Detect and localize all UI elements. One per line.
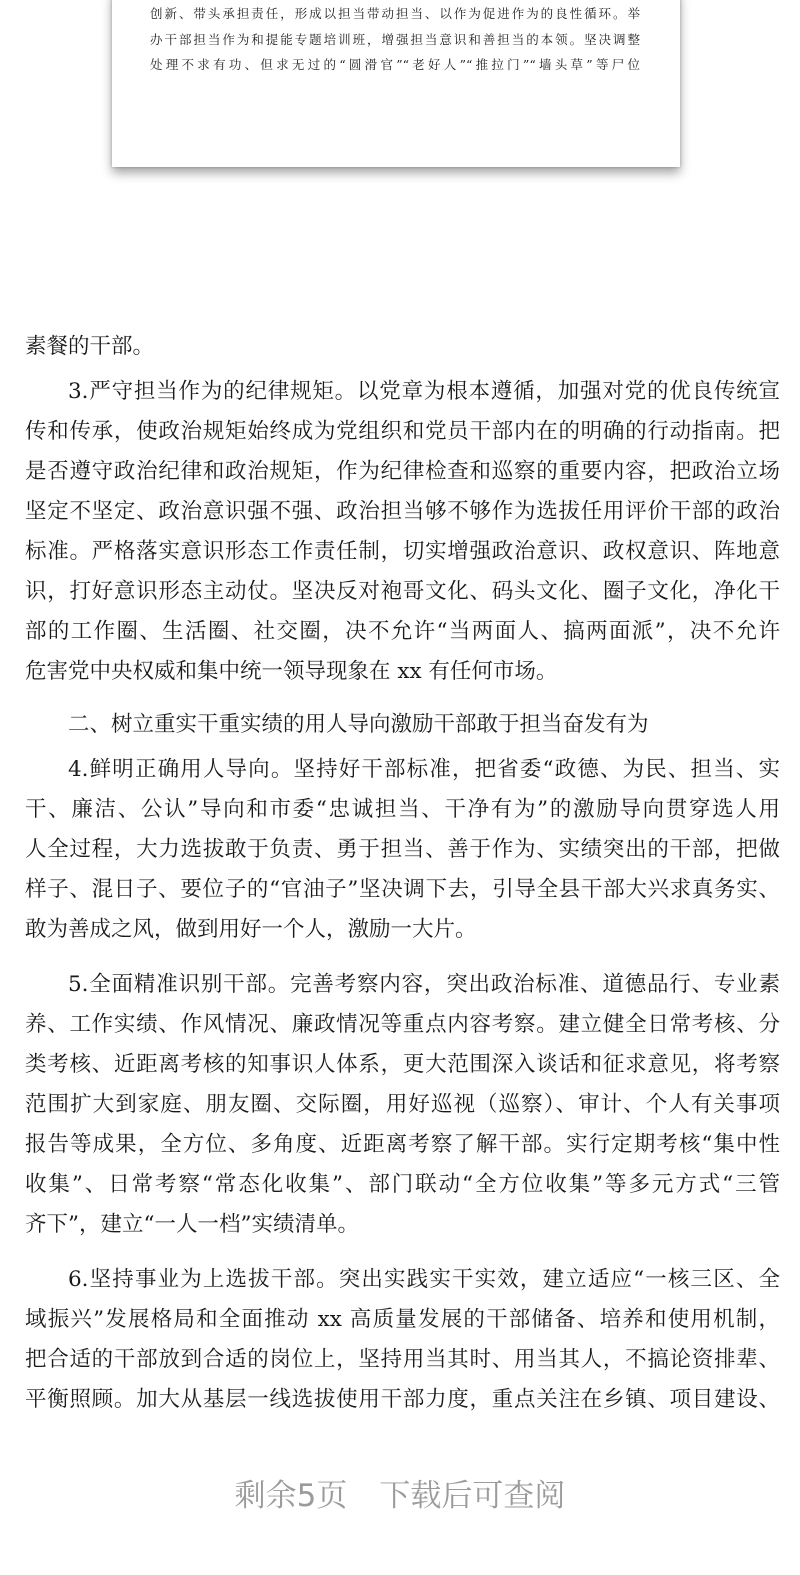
text-line: 把合适的干部放到合适的岗位上，坚持用当其时、用当其人，不搞论资排辈、 [25, 1347, 780, 1372]
page-preview-card [112, 0, 680, 167]
text-line: 范围扩大到家庭、朋友圈、交际圈，用好巡视（巡察）、审计、个人有关事项 [25, 1092, 780, 1117]
text-line: 收集”、日常考察“常态化收集”、部门联动“全方位收集”等多元方式“三管 [25, 1172, 780, 1197]
text-line: 干、廉洁、公认”导向和市委“忠诚担当、干净有为”的激励导向贯穿选人用 [25, 797, 780, 822]
text-line: 养、工作实绩、作风情况、廉政情况等重点内容考察。建立健全日常考核、分 [25, 1012, 780, 1037]
text-line: 素餐的干部。 [25, 334, 155, 359]
text-line: 识，打好意识形态主动仗。坚决反对袍哥文化、码头文化、圈子文化，净化干 [25, 579, 780, 604]
paragraph-6-first-line: 6.坚持事业为上选拔干部。突出实践实干实效，建立适应“一核三区、全 [68, 1267, 780, 1292]
download-to-read-more[interactable] [0, 1470, 800, 1515]
text-line: 敢为善成之风，做到用好一个人，激励一大片。 [25, 917, 477, 942]
text-line: 齐下”，建立“一人一档”实绩清单。 [25, 1212, 359, 1237]
remaining-pages-label: 剩余5页 [234, 1478, 348, 1514]
paragraph-3-first-line: 3.严守担当作为的纪律规矩。以党章为根本遵循，加强对党的优良传统宣 [68, 379, 780, 404]
text-line: 报告等成果，全方位、多角度、近距离考察了解干部。实行定期考核“集中性 [25, 1132, 780, 1157]
text-line: 是否遵守政治纪律和政治规矩，作为纪律检查和巡察的重要内容，把政治立场 [25, 459, 780, 484]
section-heading: 二、树立重实干重实绩的用人导向激励干部敢于担当奋发有为 [68, 712, 649, 737]
text-line: 标准。严格落实意识形态工作责任制，切实增强政治意识、政权意识、阵地意 [25, 539, 780, 564]
text-line: 传和传承，使政治规矩始终成为党组织和党员干部内在的明确的行动指南。把 [25, 419, 780, 444]
text-line: 样子、混日子、要位子的“官油子”坚决调下去，引导全县干部大兴求真务实、 [25, 877, 780, 902]
text-line: 危害党中央权威和集中统一领导现象在 xx 有任何市场。 [25, 659, 558, 684]
preview-line: 办干部担当作为和提能专题培训班，增强担当意识和善担当的本领。坚决调整 [150, 32, 640, 47]
download-hint-label: 下载后可查阅 [379, 1478, 566, 1514]
text-line: 部的工作圈、生活圈、社交圈，决不允许“当两面人、搞两面派”，决不允许 [25, 619, 780, 644]
preview-line: 创新、带头承担责任，形成以担当带动担当、以作为促进作为的良性循环。举 [150, 6, 640, 21]
text-line: 坚定不坚定、政治意识强不强、政治担当够不够作为选拔任用评价干部的政治 [25, 499, 780, 524]
preview-line: 处理不求有功、但求无过的“圆滑官”“老好人”“推拉门”“墙头草”等尸位 [150, 57, 640, 72]
text-line: 人全过程，大力选拔敢于负责、勇于担当、善于作为、实绩突出的干部，把做 [25, 837, 780, 862]
text-line: 平衡照顾。加大从基层一线选拔使用干部力度，重点关注在乡镇、项目建设、 [25, 1387, 780, 1412]
text-line: 域振兴”发展格局和全面推动 xx 高质量发展的干部储备、培养和使用机制， [25, 1307, 780, 1332]
paragraph-4-first-line: 4.鲜明正确用人导向。坚持好干部标准，把省委“政德、为民、担当、实 [68, 757, 780, 782]
text-line: 类考核、近距离考核的知事识人体系，更大范围深入谈话和征求意见，将考察 [25, 1052, 780, 1077]
paragraph-5-first-line: 5.全面精准识别干部。完善考察内容，突出政治标准、道德品行、专业素 [68, 972, 780, 997]
